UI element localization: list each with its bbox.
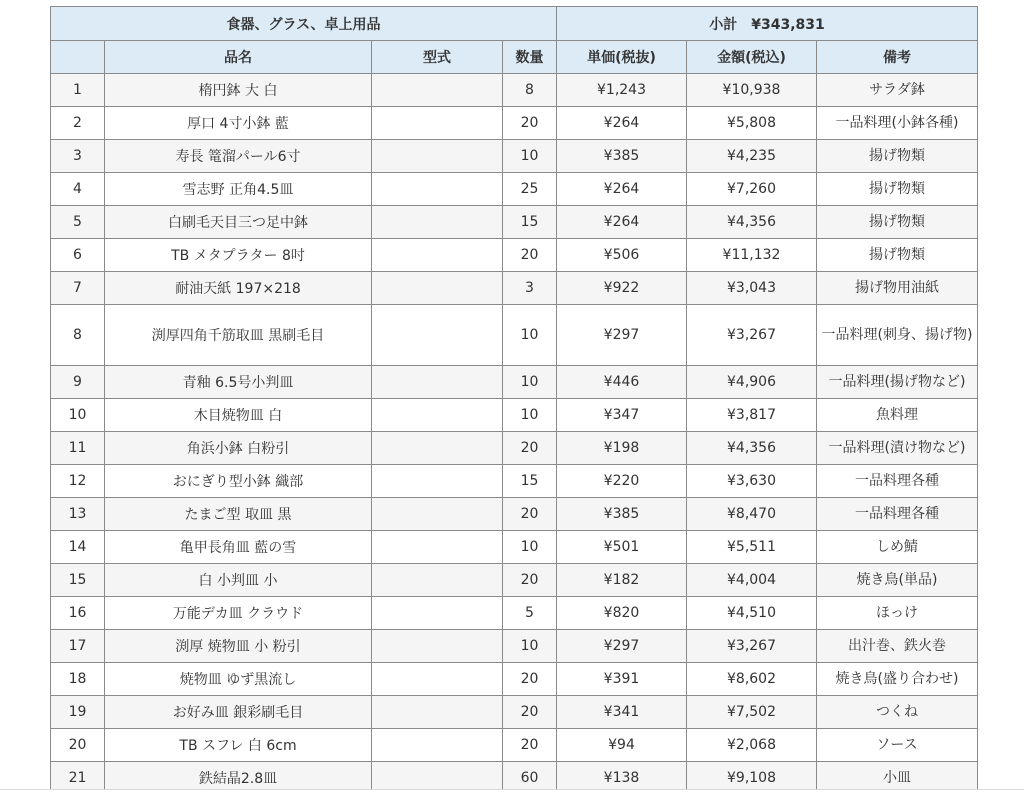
cell-note: ソース <box>817 729 978 762</box>
cell-note: 揚げ物類 <box>817 206 978 239</box>
cell-qty: 15 <box>503 206 557 239</box>
cell-qty: 20 <box>503 696 557 729</box>
table-row <box>51 366 978 399</box>
cell-amount: ¥5,808 <box>687 107 817 140</box>
cell-note: 焼き鳥(単品) <box>817 564 978 597</box>
cell-amount: ¥3,043 <box>687 272 817 305</box>
page-bottom-edge <box>0 790 1024 796</box>
cell-qty: 10 <box>503 630 557 663</box>
cell-unit-price: ¥347 <box>557 399 687 432</box>
cell-unit-price: ¥297 <box>557 630 687 663</box>
cell-unit-price: ¥820 <box>557 597 687 630</box>
cell-unit-price: ¥385 <box>557 140 687 173</box>
cell-amount: ¥8,470 <box>687 498 817 531</box>
cell-model <box>372 173 503 206</box>
cell-note: 出汁巻、鉄火巻 <box>817 630 978 663</box>
cell-no: 17 <box>51 630 105 663</box>
cell-amount: ¥3,630 <box>687 465 817 498</box>
cell-qty: 10 <box>503 399 557 432</box>
cell-amount: ¥4,356 <box>687 206 817 239</box>
cell-amount: ¥4,235 <box>687 140 817 173</box>
cell-note: 魚料理 <box>817 399 978 432</box>
cell-model <box>372 239 503 272</box>
cell-unit-price: ¥446 <box>557 366 687 399</box>
cell-no: 10 <box>51 399 105 432</box>
cell-amount: ¥4,004 <box>687 564 817 597</box>
table-row <box>51 140 978 173</box>
category-header-row <box>51 7 978 41</box>
cell-name: 耐油天紙 197×218 <box>105 272 372 305</box>
cell-qty: 15 <box>503 465 557 498</box>
cell-unit-price: ¥264 <box>557 107 687 140</box>
table-row <box>51 399 978 432</box>
table-row <box>51 663 978 696</box>
cell-qty: 10 <box>503 140 557 173</box>
table-row <box>51 498 978 531</box>
table-row <box>51 597 978 630</box>
cell-qty: 5 <box>503 597 557 630</box>
cell-note: 一品料理(刺身、揚げ物) <box>817 305 978 366</box>
cell-no: 13 <box>51 498 105 531</box>
cell-unit-price: ¥391 <box>557 663 687 696</box>
cell-no: 9 <box>51 366 105 399</box>
cell-amount: ¥7,260 <box>687 173 817 206</box>
cell-model <box>372 663 503 696</box>
cell-qty: 20 <box>503 239 557 272</box>
cell-note: 小皿 <box>817 762 978 795</box>
cell-note: 一品料理各種 <box>817 465 978 498</box>
cell-note: つくね <box>817 696 978 729</box>
cell-no: 8 <box>51 305 105 366</box>
cell-no: 20 <box>51 729 105 762</box>
cell-note: 一品料理(小鉢各種) <box>817 107 978 140</box>
cell-amount: ¥8,602 <box>687 663 817 696</box>
category-subtotal: 小計 ¥343,831 <box>557 7 978 41</box>
cell-name: TB スフレ 白 6cm <box>105 729 372 762</box>
cell-model <box>372 696 503 729</box>
cell-name: 渕厚四角千筋取皿 黒刷毛目 <box>105 305 372 366</box>
cell-model <box>372 305 503 366</box>
cell-note: しめ鯖 <box>817 531 978 564</box>
cell-no: 5 <box>51 206 105 239</box>
column-header-note: 備考 <box>817 41 978 74</box>
cell-qty: 60 <box>503 762 557 795</box>
cell-model <box>372 272 503 305</box>
cell-note: 一品料理(漬け物など) <box>817 432 978 465</box>
cell-no: 6 <box>51 239 105 272</box>
column-header-model: 型式 <box>372 41 503 74</box>
cell-model <box>372 564 503 597</box>
cell-name: TB メタプラター 8吋 <box>105 239 372 272</box>
cell-amount: ¥11,132 <box>687 239 817 272</box>
cell-no: 18 <box>51 663 105 696</box>
cell-name: たまご型 取皿 黒 <box>105 498 372 531</box>
cell-name: 木目焼物皿 白 <box>105 399 372 432</box>
column-header-row <box>51 41 978 74</box>
estimate-table-container <box>50 6 977 795</box>
estimate-table <box>50 6 978 795</box>
cell-amount: ¥2,068 <box>687 729 817 762</box>
cell-unit-price: ¥198 <box>557 432 687 465</box>
cell-model <box>372 432 503 465</box>
cell-name: 楕円鉢 大 白 <box>105 74 372 107</box>
column-header-name: 品名 <box>105 41 372 74</box>
cell-name: 白刷毛天目三つ足中鉢 <box>105 206 372 239</box>
cell-model <box>372 729 503 762</box>
cell-unit-price: ¥220 <box>557 465 687 498</box>
cell-note: 揚げ物類 <box>817 173 978 206</box>
table-row <box>51 630 978 663</box>
table-row <box>51 173 978 206</box>
cell-no: 1 <box>51 74 105 107</box>
cell-model <box>372 74 503 107</box>
cell-qty: 20 <box>503 498 557 531</box>
cell-name: おにぎり型小鉢 織部 <box>105 465 372 498</box>
table-row <box>51 239 978 272</box>
cell-qty: 10 <box>503 531 557 564</box>
cell-name: 万能デカ皿 クラウド <box>105 597 372 630</box>
cell-amount: ¥9,108 <box>687 762 817 795</box>
cell-no: 15 <box>51 564 105 597</box>
cell-unit-price: ¥94 <box>557 729 687 762</box>
cell-amount: ¥3,817 <box>687 399 817 432</box>
cell-note: 揚げ物類 <box>817 140 978 173</box>
cell-note: 一品料理(揚げ物など) <box>817 366 978 399</box>
cell-qty: 10 <box>503 305 557 366</box>
cell-unit-price: ¥501 <box>557 531 687 564</box>
cell-note: 焼き鳥(盛り合わせ) <box>817 663 978 696</box>
cell-qty: 3 <box>503 272 557 305</box>
cell-unit-price: ¥264 <box>557 173 687 206</box>
cell-qty: 20 <box>503 432 557 465</box>
table-row <box>51 206 978 239</box>
cell-model <box>372 399 503 432</box>
cell-note: サラダ鉢 <box>817 74 978 107</box>
cell-no: 3 <box>51 140 105 173</box>
cell-qty: 8 <box>503 74 557 107</box>
cell-name: 渕厚 焼物皿 小 粉引 <box>105 630 372 663</box>
column-header-unit-price: 単価(税抜) <box>557 41 687 74</box>
cell-no: 16 <box>51 597 105 630</box>
cell-name: 鉄結晶2.8皿 <box>105 762 372 795</box>
cell-name: 角浜小鉢 白粉引 <box>105 432 372 465</box>
table-row <box>51 696 978 729</box>
cell-amount: ¥3,267 <box>687 630 817 663</box>
cell-name: 寿長 篭溜パール6寸 <box>105 140 372 173</box>
table-row <box>51 107 978 140</box>
table-body <box>51 74 978 795</box>
cell-unit-price: ¥297 <box>557 305 687 366</box>
cell-model <box>372 366 503 399</box>
cell-name: 焼物皿 ゆず黒流し <box>105 663 372 696</box>
cell-qty: 25 <box>503 173 557 206</box>
cell-unit-price: ¥182 <box>557 564 687 597</box>
cell-amount: ¥3,267 <box>687 305 817 366</box>
cell-name: 亀甲長角皿 藍の雪 <box>105 531 372 564</box>
cell-unit-price: ¥138 <box>557 762 687 795</box>
cell-model <box>372 597 503 630</box>
cell-model <box>372 498 503 531</box>
cell-unit-price: ¥341 <box>557 696 687 729</box>
cell-unit-price: ¥264 <box>557 206 687 239</box>
cell-no: 2 <box>51 107 105 140</box>
cell-amount: ¥4,510 <box>687 597 817 630</box>
cell-model <box>372 531 503 564</box>
table-row <box>51 74 978 107</box>
cell-qty: 20 <box>503 564 557 597</box>
table-row <box>51 531 978 564</box>
cell-model <box>372 206 503 239</box>
table-row <box>51 432 978 465</box>
cell-no: 7 <box>51 272 105 305</box>
cell-model <box>372 465 503 498</box>
table-row <box>51 729 978 762</box>
cell-note: ほっけ <box>817 597 978 630</box>
table-row <box>51 305 978 366</box>
cell-qty: 20 <box>503 663 557 696</box>
cell-amount: ¥5,511 <box>687 531 817 564</box>
cell-model <box>372 140 503 173</box>
cell-no: 14 <box>51 531 105 564</box>
cell-amount: ¥4,906 <box>687 366 817 399</box>
cell-note: 揚げ物類 <box>817 239 978 272</box>
column-header-qty: 数量 <box>503 41 557 74</box>
cell-model <box>372 630 503 663</box>
cell-no: 4 <box>51 173 105 206</box>
column-header-amount: 金額(税込) <box>687 41 817 74</box>
cell-unit-price: ¥922 <box>557 272 687 305</box>
cell-name: お好み皿 銀彩刷毛目 <box>105 696 372 729</box>
cell-amount: ¥4,356 <box>687 432 817 465</box>
cell-qty: 20 <box>503 729 557 762</box>
column-header-no <box>51 41 105 74</box>
cell-no: 21 <box>51 762 105 795</box>
category-title: 食器、グラス、卓上用品 <box>51 7 557 41</box>
table-row <box>51 272 978 305</box>
cell-name: 厚口 4寸小鉢 藍 <box>105 107 372 140</box>
cell-name: 青釉 6.5号小判皿 <box>105 366 372 399</box>
table-row <box>51 465 978 498</box>
table-row <box>51 564 978 597</box>
cell-model <box>372 107 503 140</box>
cell-qty: 10 <box>503 366 557 399</box>
cell-note: 揚げ物用油紙 <box>817 272 978 305</box>
cell-name: 白 小判皿 小 <box>105 564 372 597</box>
cell-unit-price: ¥506 <box>557 239 687 272</box>
cell-amount: ¥7,502 <box>687 696 817 729</box>
cell-name: 雪志野 正角4.5皿 <box>105 173 372 206</box>
cell-no: 12 <box>51 465 105 498</box>
cell-amount: ¥10,938 <box>687 74 817 107</box>
cell-unit-price: ¥385 <box>557 498 687 531</box>
cell-no: 19 <box>51 696 105 729</box>
cell-unit-price: ¥1,243 <box>557 74 687 107</box>
cell-note: 一品料理各種 <box>817 498 978 531</box>
cell-qty: 20 <box>503 107 557 140</box>
cell-no: 11 <box>51 432 105 465</box>
